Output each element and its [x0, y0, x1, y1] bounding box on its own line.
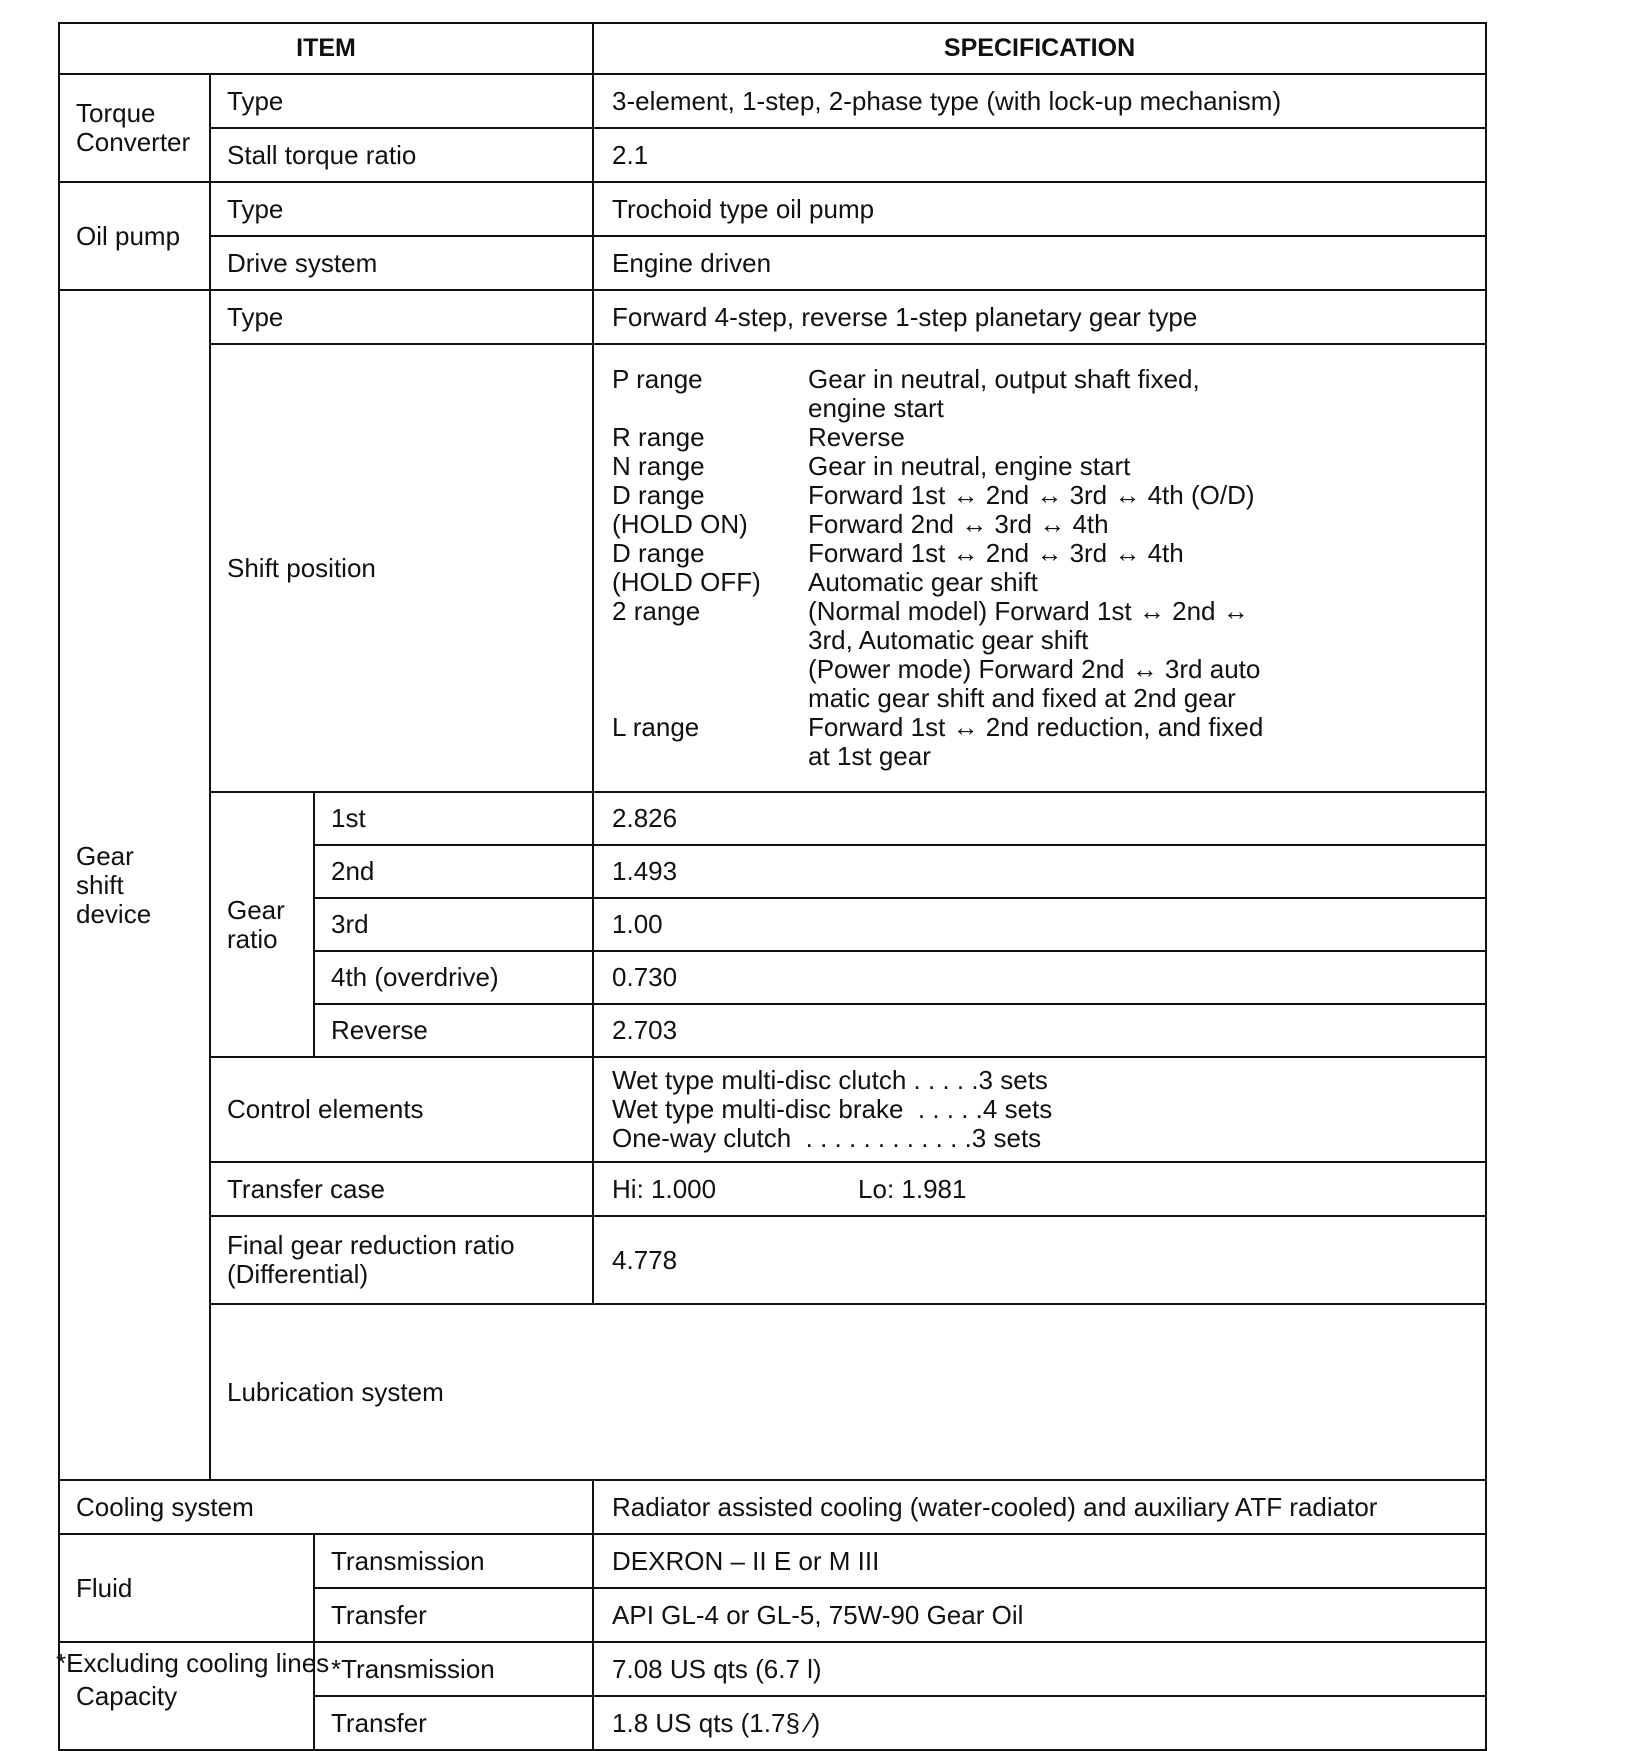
shift-range: D range	[612, 538, 705, 568]
shift-position-spec	[593, 344, 1486, 792]
gear-cell: 4th (overdrive)	[314, 951, 593, 1004]
spec-cell: Radiator assisted cooling (water-cooled) and auxiliary ATF radiator	[593, 1480, 1486, 1534]
gear-ratio-value: 2.826	[593, 792, 1486, 845]
spec-cell: 1.8 US qts (1.7§ ⁄)	[593, 1696, 1486, 1750]
footnote: *Excluding cooling lines	[56, 1648, 330, 1678]
shift-range: N range	[612, 451, 705, 481]
control-element-line: Wet type multi-disc clutch . . . . .3 sets	[612, 1065, 1048, 1095]
shift-desc: (Normal model) Forward 1st ↔ 2nd ↔ 3rd, Automatic gear shift (Power mode) Forward 2nd ↔ 3rd auto matic gear shift and fixed at 2nd gear	[808, 596, 1261, 713]
control-element-line: Wet type multi-disc brake . . . . .4 sets	[612, 1094, 1053, 1124]
item-cell: Type	[210, 290, 593, 344]
spec-cell: 4.778	[593, 1216, 1486, 1304]
table-row	[59, 236, 1486, 290]
shift-desc: Forward 1st ↔ 2nd reduction, and fixed at 1st gear	[808, 712, 1264, 771]
spec-cell: API GL-4 or GL-5, 75W-90 Gear Oil	[593, 1588, 1486, 1642]
shift-desc: Gear in neutral, output shaft fixed, engine start	[808, 364, 1200, 423]
shift-range: R range	[612, 422, 705, 452]
item-cell: Control elements	[210, 1057, 593, 1162]
shift-range: (HOLD ON)	[612, 509, 748, 539]
spec-cell: 3-element, 1-step, 2-phase type (with lock-up mechanism)	[593, 74, 1486, 128]
spec-cell: 2.1	[593, 128, 1486, 182]
spec-cell: Engine driven	[593, 236, 1486, 290]
item-cell: Drive system	[210, 236, 593, 290]
gear-shift-device-label: Gear shift device	[59, 290, 210, 1480]
shift-desc: Gear in neutral, engine start	[808, 451, 1131, 481]
transfer-hi: Hi: 1.000	[612, 1173, 717, 1204]
item-cell: Transfer	[314, 1588, 593, 1642]
table-row	[59, 128, 1486, 182]
gear-cell: 1st	[314, 792, 593, 845]
item-cell: *Transmission	[314, 1642, 593, 1696]
table-row	[59, 74, 1486, 128]
item-cell: Transmission	[314, 1534, 593, 1588]
table-row	[59, 344, 1486, 792]
gear-cell: 2nd	[314, 845, 593, 898]
spec-cell: Trochoid type oil pump	[593, 182, 1486, 236]
spec-cell: Forward 4-step, reverse 1-step planetary gear type	[593, 290, 1486, 344]
shift-range: 2 range	[612, 596, 701, 626]
control-element-line: One-way clutch . . . . . . . . . . . .3 sets	[612, 1123, 1042, 1153]
header-item: ITEM	[59, 23, 593, 74]
shift-range: P range	[612, 364, 703, 394]
shift-range: (HOLD OFF)	[612, 567, 761, 597]
table-row	[59, 290, 1486, 344]
shift-desc: Forward 2nd ↔ 3rd ↔ 4th	[808, 509, 1109, 539]
table-row	[59, 1534, 1486, 1588]
oil-pump-label: Oil pump	[59, 182, 210, 290]
transfer-lo: Lo: 1.981	[858, 1173, 967, 1204]
table-row	[59, 182, 1486, 236]
fluid-label: Fluid	[59, 1534, 314, 1642]
specification-table	[58, 22, 1487, 1751]
shift-desc: Automatic gear shift	[808, 567, 1038, 597]
shift-position-list	[612, 365, 1485, 771]
torque-converter-label: Torque Converter	[59, 74, 210, 182]
transfer-case-spec	[593, 1162, 1486, 1216]
item-cell: Transfer case	[210, 1162, 593, 1216]
header-specification: SPECIFICATION	[593, 23, 1486, 74]
gear-cell: 3rd	[314, 898, 593, 951]
item-cell: Cooling system	[59, 1480, 593, 1534]
shift-range: D range	[612, 480, 705, 510]
item-cell: Final gear reduction ratio (Differential)	[210, 1216, 593, 1304]
control-elements-spec	[593, 1057, 1486, 1162]
gear-ratio-value: 2.703	[593, 1004, 1486, 1057]
item-cell: Lubrication system	[210, 1304, 1486, 1480]
shift-desc: Reverse	[808, 422, 905, 452]
table-row	[59, 1162, 1486, 1216]
gear-ratio-value: 0.730	[593, 951, 1486, 1004]
shift-desc: Forward 1st ↔ 2nd ↔ 3rd ↔ 4th (O/D)	[808, 480, 1255, 510]
item-cell: Type	[210, 182, 593, 236]
spec-cell: 7.08 US qts (6.7 l)	[593, 1642, 1486, 1696]
header-row	[59, 23, 1486, 74]
table-row	[59, 792, 1486, 845]
table-row	[59, 1216, 1486, 1304]
table-row	[59, 1304, 1486, 1480]
spec-cell: DEXRON – II E or M III	[593, 1534, 1486, 1588]
table-row	[59, 1480, 1486, 1534]
shift-desc: Forward 1st ↔ 2nd ↔ 3rd ↔ 4th	[808, 538, 1184, 568]
capacity-label: Capacity	[59, 1642, 314, 1750]
item-cell: Type	[210, 74, 593, 128]
item-cell: Transfer	[314, 1696, 593, 1750]
item-cell: Stall torque ratio	[210, 128, 593, 182]
gear-ratio-value: 1.00	[593, 898, 1486, 951]
gear-ratio-label: Gear ratio	[210, 792, 314, 1057]
gear-cell: Reverse	[314, 1004, 593, 1057]
item-cell: Shift position	[210, 344, 593, 792]
shift-range: L range	[612, 712, 700, 742]
table-row	[59, 1057, 1486, 1162]
gear-ratio-value: 1.493	[593, 845, 1486, 898]
